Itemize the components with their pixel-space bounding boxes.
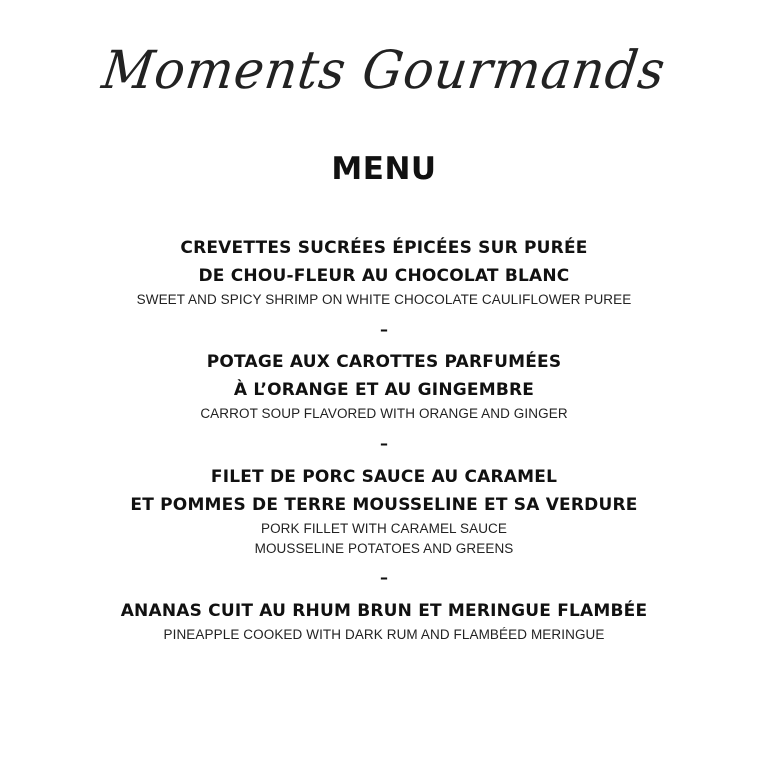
course-3-french-line-1: FILET DE PORC SAUCE AU CARAMEL: [210, 467, 558, 487]
course-4-english-line-1: PINEAPPLE COOKED WITH DARK RUM AND FLAMBÉED MERINGUE: [163, 627, 605, 642]
course-2-french-line-1: POTAGE AUX CAROTTES PARFUMÉES: [206, 352, 562, 372]
course-3-english-line-1: PORK FILLET WITH CARAMEL SAUCE: [260, 521, 508, 536]
course-2-french-line-2: À L’ORANGE ET AU GINGEMBRE: [233, 380, 535, 400]
separator-3: –: [380, 568, 388, 587]
course-2-english-line-1: CARROT SOUP FLAVORED WITH ORANGE AND GINGER: [200, 406, 568, 421]
course-1-english-line-1: SWEET AND SPICY SHRIMP ON WHITE CHOCOLATE CAULIFLOWER PUREE: [136, 292, 632, 307]
course-3-english-line-2: MOUSSELINE POTATOES AND GREENS: [254, 541, 514, 556]
menu-heading: MENU: [331, 151, 437, 187]
course-3: [0, 463, 768, 559]
course-1: [0, 234, 768, 310]
separator-1: –: [380, 320, 388, 339]
course-3-french-line-2: ET POMMES DE TERRE MOUSSELINE ET SA VERDURE: [130, 495, 638, 515]
course-2: [0, 348, 768, 424]
brand-script-title: Moments Gourmands: [98, 39, 670, 101]
separator-2: –: [380, 434, 388, 453]
course-4-french-line-1: ANANAS CUIT AU RHUM BRUN ET MERINGUE FLAMBÉE: [120, 601, 648, 621]
course-4: [0, 597, 768, 645]
course-1-french-line-1: CREVETTES SUCRÉES ÉPICÉES SUR PURÉE: [180, 238, 588, 258]
course-1-french-line-2: DE CHOU-FLEUR AU CHOCOLAT BLANC: [198, 266, 570, 286]
